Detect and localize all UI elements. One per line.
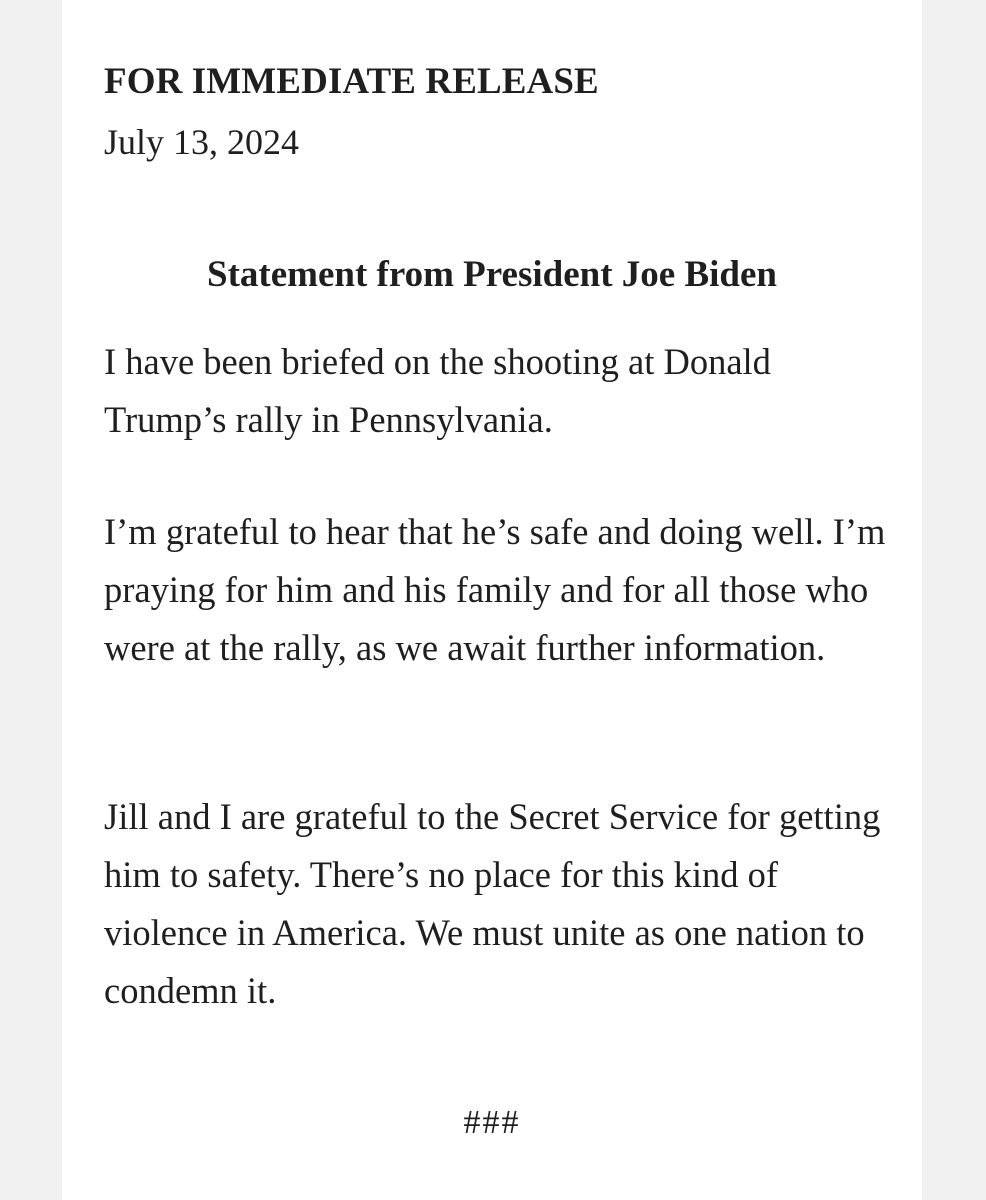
statement-paragraph: I’m grateful to hear that he’s safe and doing well. I’m praying for him and his family and for all those who were at the rally, as we await further information. xyxy=(104,511,886,668)
release-label: FOR IMMEDIATE RELEASE xyxy=(104,61,599,102)
statement-title: Statement from President Joe Biden xyxy=(207,254,777,295)
statement-paragraph: Jill and I are grateful to the Secret Service for getting him to safety. There’s no place for this kind of violence in America. We must unite as one nation to condemn it. xyxy=(104,796,881,1011)
press-release-page xyxy=(62,0,922,1200)
end-mark: ### xyxy=(463,1104,521,1141)
statement-paragraph: I have been briefed on the shooting at Donald Trump’s rally in Pennsylvania. xyxy=(104,341,771,440)
release-date: July 13, 2024 xyxy=(104,122,300,162)
